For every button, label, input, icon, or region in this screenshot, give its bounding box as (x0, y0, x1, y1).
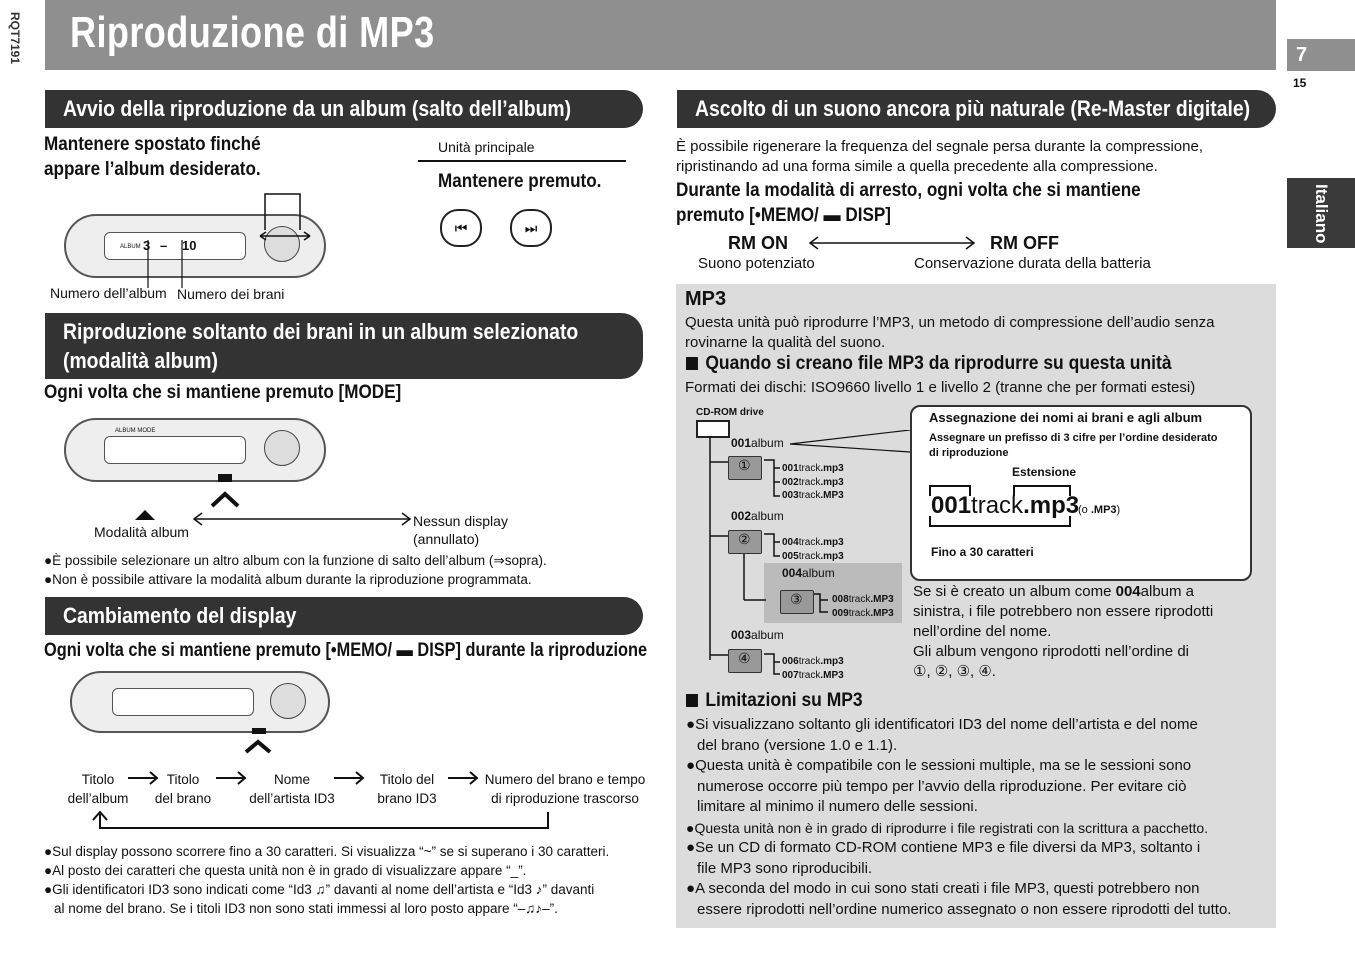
album-prefix: 001 (731, 436, 752, 450)
track-ext: .mp3 (820, 537, 844, 548)
track-word: track (798, 537, 821, 548)
order-mark: ② (738, 531, 751, 547)
flow-line: Titolo (81, 772, 115, 787)
limit-item: ●Questa unità è compatibile con le sessioni multiple, ma se le sessioni sono (686, 757, 1192, 774)
heading-text: Avvio della riproduzione da un album (salto dell’album) (63, 96, 572, 121)
track-prefix: 004 (782, 537, 799, 548)
track-ext: .MP3 (870, 594, 894, 605)
prev-button[interactable] (440, 209, 482, 247)
rm-off-desc: Conservazione durata della batteria (914, 255, 1151, 272)
flow-step (150, 770, 216, 808)
label-album-number: Numero dell’album (50, 285, 167, 301)
album-word: album (751, 436, 784, 450)
album-prefix: 002 (731, 509, 752, 523)
note-bold: 004 (1115, 583, 1141, 600)
track-list (782, 536, 844, 563)
mp3-subheading-create (686, 353, 1172, 375)
note-text: È possibile selezionare un altro album con la funzione di salto dell’album (⇒sopra). (52, 553, 547, 568)
note-text: al nome del brano. Se i titoli ID3 non sono stati immessi al loro posto appare “–♫♪–”. (54, 901, 558, 916)
track-prefix: 002 (782, 476, 799, 488)
para-line: rovinarne la qualità del suono. (685, 334, 886, 351)
flow-line: di riproduzione trascorso (491, 791, 639, 806)
note-item: ●Al posto dei caratteri che questa unità non è in grado di visualizzare appare “_”. (44, 863, 527, 878)
track-prefix: 009 (832, 607, 849, 619)
note-item: ●Sul display possono scorrere fino a 30 caratteri. Si visualizza “~” se si superano i 30 caratteri. (44, 844, 610, 859)
order-mark: ③ (790, 591, 803, 607)
limit-text: Si visualizzano soltanto gli identificatori ID3 del nome dell’artista e del nome (695, 716, 1198, 733)
order-note (913, 582, 1273, 682)
instruction-album-skip (44, 132, 261, 182)
alt-text: (o (1078, 504, 1091, 516)
mode-arrows (130, 470, 420, 530)
alt-ext: .MP3 (1090, 504, 1117, 516)
track-file (832, 593, 894, 607)
instruction-remaster (676, 178, 1141, 228)
skip-back-icon: ⏮ (454, 219, 468, 236)
rm-on-label: RM ON (728, 233, 788, 253)
track-file (782, 655, 844, 669)
instruction-line: Durante la modalità di arresto, ogni volta che si mantiene (676, 180, 1141, 201)
track-ext: .mp3 (820, 463, 844, 474)
track-file (782, 462, 844, 476)
track-ext: .MP3 (820, 669, 844, 681)
track-list (782, 462, 844, 503)
note-text: Se si è creato un album come (913, 583, 1116, 600)
track-ext: .MP3 (870, 607, 894, 619)
limit-text: numerose occorre più tempo per l’avvio della riproduzione. Per evitare ciò (697, 777, 1187, 795)
mode-album-label: Modalità album (94, 524, 189, 540)
album-name (731, 509, 784, 523)
filename-ext: .mp3 (1023, 492, 1080, 519)
flow-line: Titolo del (379, 772, 435, 787)
mode-none-label (413, 512, 508, 548)
track-file (782, 669, 844, 683)
limit-text: Questa unità è compatibile con le sessioni multiple, ma se le sessioni sono (695, 757, 1192, 774)
square-bullet-icon (686, 694, 698, 707)
para-line: nell’ordine del nome. (913, 623, 1052, 640)
rm-toggle-arrow (806, 234, 978, 252)
flow-line: Nome (273, 772, 310, 787)
note-item: ●Gli identificatori ID3 sono indicati come “Id3 ♫” davanti al nome dell’artista e “Id3 ♪” davanti (44, 882, 595, 897)
callout-line: di riproduzione (929, 447, 1009, 459)
track-ext: .MP3 (820, 490, 844, 501)
callout-subtitle (929, 431, 1218, 461)
flow-step (62, 770, 134, 808)
section-heading-display (45, 597, 643, 635)
flow-step (370, 770, 444, 808)
mp3-subheading-limits (686, 690, 863, 712)
note-item: ●Non è possibile attivare la modalità album durante la riproduzione programmata. (44, 572, 532, 587)
track-ext: .mp3 (820, 550, 844, 562)
display-notes (44, 842, 656, 918)
track-word: track (798, 656, 821, 667)
callout-line: Assegnare un prefisso di 3 cifre per l’ordine desiderato (929, 432, 1218, 444)
track-prefix: 001 (782, 463, 799, 474)
rm-on-desc: Suono potenziato (698, 255, 815, 272)
limit-item: ●Se un CD di formato CD-ROM contiene MP3 e file diversi da MP3, soltanto i (686, 839, 1201, 856)
limit-item: ●Si visualizzano soltanto gli identificatori ID3 del nome dell’artista e del nome (686, 716, 1198, 733)
callout-alt-ext (1078, 504, 1120, 516)
instruction-line: appare l’album desiderato. (44, 159, 261, 180)
note-item (44, 899, 656, 918)
track-word: track (798, 463, 821, 474)
filename-word: track (971, 492, 1024, 519)
device-display (104, 436, 246, 464)
flow-line: Titolo (166, 772, 200, 787)
instruction-line: Mantenere spostato finché (44, 134, 261, 155)
page-number: 7 (1287, 39, 1355, 71)
track-list (832, 593, 894, 620)
subheading-text: Limitazioni su MP3 (705, 690, 863, 711)
display-album-number: 3 (143, 238, 151, 253)
note-text: Sul display possono scorrere fino a 30 caratteri. Si visualizza “~” se si superano i 30 caratteri. (52, 844, 610, 859)
track-prefix: 007 (782, 669, 799, 681)
track-word: track (798, 490, 821, 501)
para-line: ①, ②, ③, ④. (913, 663, 996, 680)
instruction-display: Ogni volta che si mantiene premuto [•MEMO/ ▬ DISP] durante la riproduzione (44, 640, 648, 661)
mp3-heading: MP3 (685, 288, 727, 310)
disc-formats: Formati dei dischi: ISO9660 livello 1 e livello 2 (tranne che per formati estesi) (685, 379, 1196, 396)
unit-label: Unità principale (438, 139, 535, 155)
hold-label: Mantenere premuto. (438, 171, 602, 192)
device-dial (270, 683, 306, 719)
note-text: album a (1140, 583, 1195, 600)
note-text: Al posto dei caratteri che questa unità non è in grado di visualizzare appare “_”. (52, 863, 527, 878)
note-text: Non è possibile attivare la modalità album durante la riproduzione programmata. (52, 572, 532, 587)
section-heading-album-skip (45, 90, 643, 128)
section-heading-album-mode (45, 313, 643, 379)
divider (418, 160, 626, 162)
display-mode-tag: ALBUM MODE (115, 428, 156, 434)
para-line (913, 582, 1273, 602)
track-word: track (798, 550, 821, 562)
callout-filename (931, 492, 1079, 520)
track-file (782, 550, 844, 564)
display-album-tag: ALBUM (120, 244, 141, 250)
instruction-mode: Ogni volta che si mantiene premuto [MODE] (44, 382, 402, 403)
skip-forward-icon: ⏭ (524, 219, 538, 236)
limit-text: file MP3 sono riproducibili. (697, 859, 873, 877)
track-prefix: 008 (832, 594, 849, 605)
flow-line: Numero del brano e tempo (484, 772, 646, 787)
limit-text: del brano (versione 1.0 e 1.1). (697, 736, 898, 754)
device-dial (264, 430, 300, 466)
album-prefix: 003 (731, 628, 752, 642)
label-line: (annullato) (413, 531, 480, 547)
subheading-text: Quando si creano file MP3 da riprodurre su questa unità (705, 353, 1172, 374)
flow-line: del brano (154, 791, 212, 806)
limit-text: limitare al minimo il numero delle sessioni. (697, 798, 978, 815)
limit-item: ●A seconda del modo in cui sono stati creati i file MP3, questi potrebbero non (686, 880, 1200, 897)
device-display (112, 688, 254, 716)
alt-text: ) (1116, 504, 1121, 516)
doc-code: RQT7191 (8, 12, 22, 65)
flow-step (244, 770, 340, 808)
track-file (782, 476, 844, 490)
section-heading-remaster (677, 90, 1276, 128)
album-word: album (802, 566, 835, 580)
album-name (731, 628, 784, 642)
track-word: track (848, 607, 871, 619)
track-prefix: 006 (782, 656, 799, 667)
page-subnumber: 15 (1293, 76, 1307, 90)
label-line: Nessun display (413, 513, 508, 529)
track-word: track (848, 594, 871, 605)
track-file (782, 489, 844, 503)
flow-step (483, 770, 647, 808)
callout-title: Assegnazione dei nomi ai brani e agli album (929, 410, 1203, 425)
page-title: Riproduzione di MP3 (70, 8, 435, 57)
para-line: È possibile rigenerare la frequenza del segnale persa durante la compressione, (676, 138, 1203, 155)
para-line: Questa unità può riprodurre l’MP3, un metodo di compressione dell’audio senza (685, 314, 1215, 331)
track-word: track (798, 476, 821, 488)
flow-line: dell’album (67, 791, 129, 806)
instruction-line: premuto [•MEMO/ ▬ DISP] (676, 205, 891, 226)
track-ext: .mp3 (820, 656, 844, 667)
order-mark: ④ (738, 650, 751, 666)
next-button[interactable] (510, 209, 552, 247)
album-word: album (751, 509, 784, 523)
square-bullet-icon (686, 357, 698, 370)
track-prefix: 005 (782, 550, 799, 562)
limit-text: Se un CD di formato CD-ROM contiene MP3 e file diversi da MP3, soltanto i (695, 839, 1201, 856)
heading-text: Ascolto di un suono ancora più naturale (Re-Master digitale) (695, 96, 1251, 121)
callout-extension-label: Estensione (1012, 465, 1077, 479)
album-word: album (751, 628, 784, 642)
album-name (731, 436, 784, 450)
mp3-intro (685, 313, 1270, 353)
para-line: ripristinando ad una forma simile a quella precedente alla compressione. (676, 158, 1158, 175)
para-line: sinistra, i file potrebbero non essere riprodotti (913, 603, 1214, 620)
rm-off-label: RM OFF (990, 233, 1059, 253)
language-label: Italiano (1312, 184, 1331, 244)
album-name (782, 566, 835, 580)
track-list (782, 655, 844, 682)
callout-limit: Fino a 30 caratteri (931, 545, 1034, 559)
limit-text: Questa unità non è in grado di riprodurre i file registrati con la scrittura a pacchetto. (694, 819, 1209, 836)
limit-text: A seconda del modo in cui sono stati creati i file MP3, questi potrebbero non (695, 880, 1200, 897)
order-mark: ① (738, 457, 751, 473)
track-word: track (798, 669, 821, 681)
album-prefix: 004 (782, 566, 803, 580)
display-track-number: 10 (182, 238, 197, 253)
heading-text: Cambiamento del display (63, 603, 297, 628)
heading-text: (modalità album) (63, 348, 218, 373)
note-item: ●È possibile selezionare un altro album con la funzione di salto dell’album (⇒sopra). (44, 553, 547, 568)
remaster-intro (676, 137, 1276, 177)
track-file (782, 536, 844, 550)
flow-line: brano ID3 (377, 791, 437, 806)
language-tab (1287, 178, 1355, 248)
album-mode-notes (44, 551, 644, 589)
para-line: Gli album vengono riprodotti nell’ordine di (913, 643, 1189, 660)
note-text: Gli identificatori ID3 sono indicati come “Id3 ♫” davanti al nome dell’artista e “Id3 ♪” davanti (52, 882, 595, 897)
track-ext: .mp3 (820, 476, 844, 488)
heading-text: Riproduzione soltanto dei brani in un album selezionato (63, 319, 579, 344)
flow-line: dell’artista ID3 (249, 791, 335, 806)
album-skip-leader-lines (140, 192, 330, 292)
track-prefix: 003 (782, 490, 799, 501)
limit-item: ●Questa unità non è in grado di riprodurre i file registrati con la scrittura a pacchetto. (686, 819, 1209, 836)
cdrom-label: CD-ROM drive (696, 407, 764, 418)
limits-list (686, 715, 1274, 920)
limit-text: essere riprodotti nell’ordine numerico assegnato o non essere riprodotti del tutto. (697, 900, 1232, 918)
label-track-number: Numero dei brani (177, 286, 285, 302)
track-file (832, 607, 894, 621)
display-dash: – (160, 238, 168, 253)
filename-prefix: 001 (931, 492, 972, 519)
